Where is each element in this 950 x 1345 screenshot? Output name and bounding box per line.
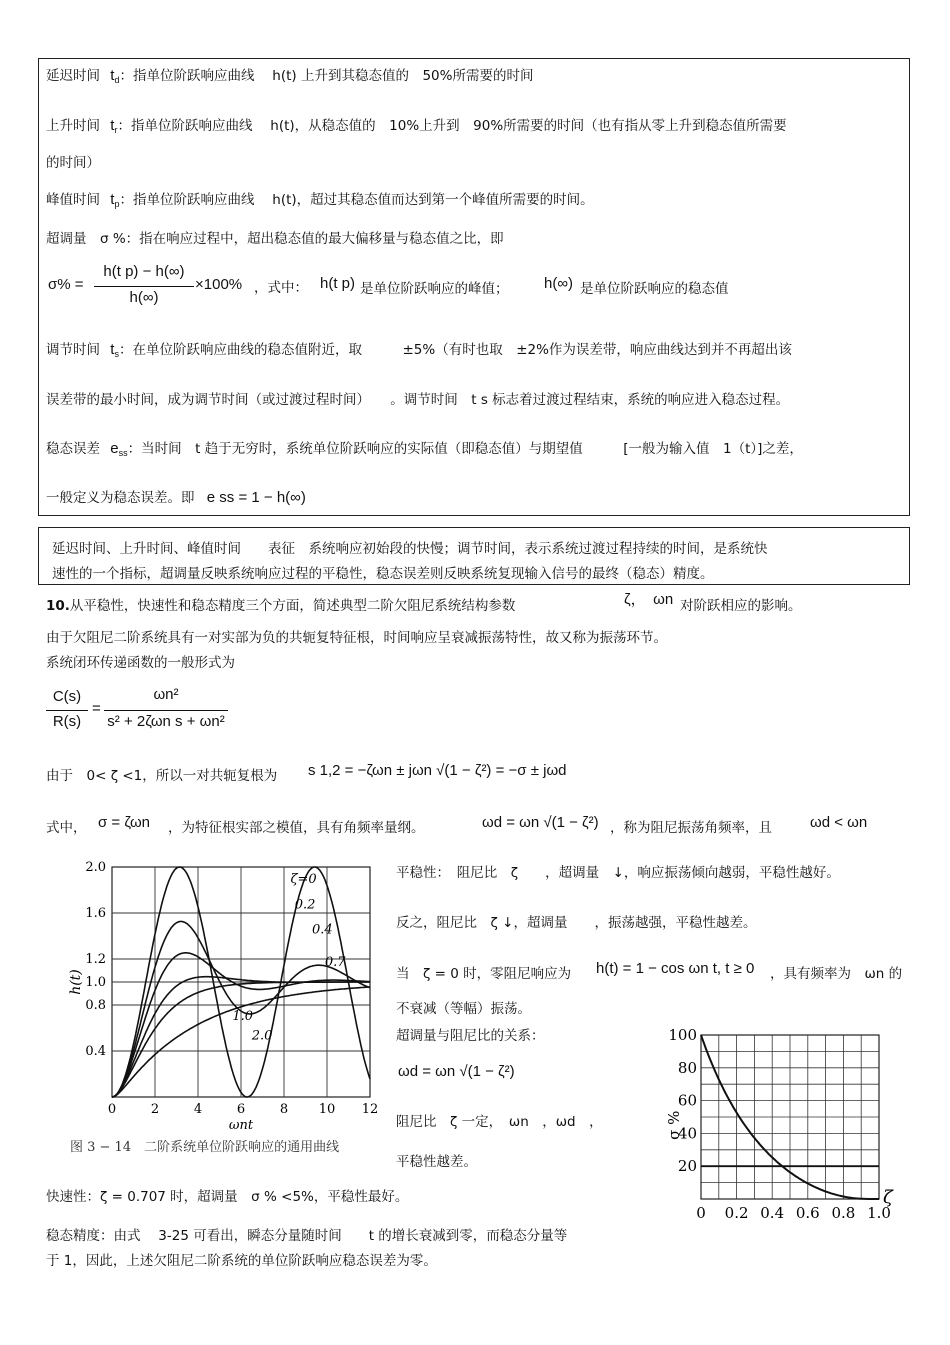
def-tr: 上升时间 $t_r$：指单位阶跃响应曲线 h(t)，从稳态值的 10%上升到 90%所需要的时间（也有指从零上升到稳态值所需要 <box>46 117 787 135</box>
y-tick-label: 1.0 <box>85 975 106 990</box>
overshoot-lhs: σ% = <box>48 276 84 293</box>
x-tick-label: 0.6 <box>795 1204 820 1222</box>
overshoot-hp-desc: 是单位阶跃响应的峰值； <box>360 281 509 297</box>
q10-params: ζ， ωn <box>624 591 674 608</box>
q10-title: 10.从平稳性，快速性和稳态精度三个方面，简述典型二阶欠阻尼系统结构参数 <box>46 598 516 614</box>
def-tr-cont: 的时间） <box>46 155 100 171</box>
x-tick-label: 0 <box>696 1204 706 1222</box>
zero-pre: 当 ζ = 0 时，零阻尼响应为 <box>396 966 572 982</box>
x-axis-label: ωnt <box>228 1118 254 1133</box>
wd-lt: ωd < ωn <box>810 814 868 831</box>
overshoot-hinf-desc: 是单位阶跃响应的稳态值 <box>580 281 729 297</box>
roots-formula: s 1,2 = −ζωn ± jωn √(1 − ζ²) = −σ ± jωd <box>308 762 567 779</box>
fixed-zeta: 阻尼比 ζ 一定， ωn ，ωd ， <box>396 1114 603 1130</box>
rel-title: 超调量与阻尼比的关系： <box>396 1028 545 1044</box>
ess-formula: e ss = 1 − h(∞) <box>206 489 306 506</box>
y-tick-label: 1.6 <box>85 906 106 921</box>
curve-label: ζ=0 <box>290 872 317 888</box>
roots-pre: 由于 0< ζ <1，所以一对共轭复根为 <box>46 768 278 784</box>
tf-lhs-num: C(s) <box>52 688 82 705</box>
x-tick-label: 0.8 <box>831 1204 856 1222</box>
def-ts-cont: 误差带的最小时间，成为调节时间（或过渡过程时间） 。调节时间 t s 标志着过渡过程结束，系统的响应进入稳态过程。 <box>46 392 790 408</box>
y-tick-label: 80 <box>677 1058 697 1077</box>
x-tick-label: 4 <box>193 1102 203 1117</box>
y-tick-label: 100 <box>668 1026 697 1044</box>
overshoot-vs-damping-chart <box>665 1015 905 1230</box>
y-axis-label: σ % <box>665 1110 683 1140</box>
y-tick-label: 0.8 <box>85 998 106 1013</box>
x-axis-label: ζ <box>883 1187 893 1208</box>
x-tick-label: 0.2 <box>724 1204 749 1222</box>
curve-label: 0.4 <box>311 922 333 938</box>
tf-num: ωn² <box>153 686 179 703</box>
def-ts: 调节时间 $t_s$：在单位阶跃响应曲线的稳态值附近，取 ±5%（有时也取 ±2%作为误差带，响应曲线达到并不再超出该 <box>46 341 792 359</box>
q10-p1: 由于欠阻尼二阶系统具有一对实部为负的共轭复特征根，时间响应呈衰减振荡特性，故又称为振荡环节。 <box>46 630 667 646</box>
x-tick-label: 12 <box>361 1102 379 1117</box>
y-tick-label: 0.4 <box>85 1044 106 1059</box>
y-axis-label: h(t) <box>68 969 84 995</box>
fixed-zeta-2: 平稳性越差。 <box>396 1154 477 1170</box>
x-tick-label: 6 <box>236 1102 246 1117</box>
overshoot-denominator: h(∞) <box>94 286 194 306</box>
accuracy-line1: 稳态精度：由式 3-25 可看出，瞬态分量随时间 t 的增长衰减到零，而稳态分量等 <box>46 1228 568 1244</box>
def-ess: 稳态误差 $e_{ss}$：当时间 t 趋于无穷时，系统单位阶跃响应的实际值（即稳态值）与期望值 [一般为输入值 1（t）]之差， <box>46 440 803 458</box>
tf-lhs-den: R(s) <box>46 710 88 730</box>
overshoot-numerator: h(t p) − h(∞) <box>103 263 185 280</box>
x-tick-label: 1.0 <box>867 1204 891 1222</box>
x-tick-label: 10 <box>318 1102 336 1117</box>
summary-line2: 速性的一个指标，超调量反映系统响应过程的平稳性，稳态误差则反映系统复现输入信号的最终（稳态）精度。 <box>52 566 714 582</box>
where-pre: 式中， <box>46 820 87 836</box>
curve-label: 0.7 <box>324 954 346 970</box>
zero-formula: h(t) = 1 − cos ωn t, t ≥ 0 <box>596 960 755 977</box>
speed-line: 快速性：ζ = 0.707 时，超调量 σ % <5%，平稳性最好。 <box>46 1189 409 1205</box>
sigma-desc: ，为特征根实部之模值，具有角频率量纲。 <box>168 820 425 836</box>
step-response-chart <box>60 855 390 1133</box>
y-tick-label: 60 <box>677 1091 697 1110</box>
wd-formula: ωd = ωn √(1 − ζ²) <box>482 814 599 831</box>
overshoot-mid: ，式中： <box>254 280 308 296</box>
y-tick-label: 1.2 <box>85 952 106 967</box>
summary-line1: 延迟时间、上升时间、峰值时间 表征 系统响应初始段的快慢；调节时间，表示系统过渡过程持续的时间，是系统快 <box>52 541 768 557</box>
y-tick-label: 20 <box>677 1157 697 1176</box>
tf-den: s² + 2ζωn s + ωn² <box>104 710 228 730</box>
def-ess-cont: 一般定义为稳态误差。即 e ss = 1 − h(∞) <box>46 489 306 506</box>
def-overshoot: 超调量 σ %：指在响应过程中，超出稳态值的最大偏移量与稳态值之比，即 <box>46 231 504 247</box>
stab1: 平稳性： 阻尼比 ζ ，超调量 ↓，响应振荡倾向越弱，平稳性越好。 <box>396 865 840 881</box>
x-tick-label: 0 <box>107 1102 117 1117</box>
figure1-caption: 图 3 − 14 二阶系统单位阶跃响应的通用曲线 <box>70 1140 340 1155</box>
x-tick-label: 0.4 <box>760 1204 785 1222</box>
overshoot-mult: ×100% <box>195 276 243 293</box>
x-tick-label: 8 <box>279 1102 289 1117</box>
curve-label: 1.0 <box>232 1008 254 1024</box>
zero-end: 不衰减（等幅）振荡。 <box>396 1001 531 1017</box>
wd-desc: ，称为阻尼振荡角频率，且 <box>610 820 772 836</box>
accuracy-line2: 于 1，因此，上述欠阻尼二阶系统的单位阶跃响应稳态误差为零。 <box>46 1253 437 1269</box>
x-tick-label: 2 <box>150 1102 160 1117</box>
overshoot-hp: h(t p) <box>320 275 356 292</box>
y-tick-label: 2.0 <box>85 860 106 875</box>
stab2: 反之，阻尼比 ζ ↓，超调量 ，振荡越强，平稳性越差。 <box>396 915 757 931</box>
q10-p2: 系统闭环传递函数的一般形式为 <box>46 655 235 671</box>
y-tick-label: 40 <box>677 1124 697 1143</box>
def-td: 延迟时间 $t_d$：指单位阶跃响应曲线 h(t) 上升到其稳态值的 50%所需要的时间 <box>46 67 534 85</box>
overshoot-hinf: h(∞) <box>544 275 574 292</box>
rel-formula: ωd = ωn √(1 − ζ²) <box>398 1063 515 1080</box>
q10-title-end: 对阶跃相应的影响。 <box>680 598 802 614</box>
curve-label: 2.0 <box>251 1028 273 1044</box>
def-tp: 峰值时间 $t_p$：指单位阶跃响应曲线 h(t)，超过其稳态值而达到第一个峰值所需要的时间。 <box>46 191 594 209</box>
curve-label: 0.2 <box>294 897 316 913</box>
tf-eq: = <box>92 700 101 717</box>
sigma-formula: σ = ζωn <box>98 814 151 831</box>
zero-post: ，具有频率为 ωn 的 <box>770 966 903 982</box>
